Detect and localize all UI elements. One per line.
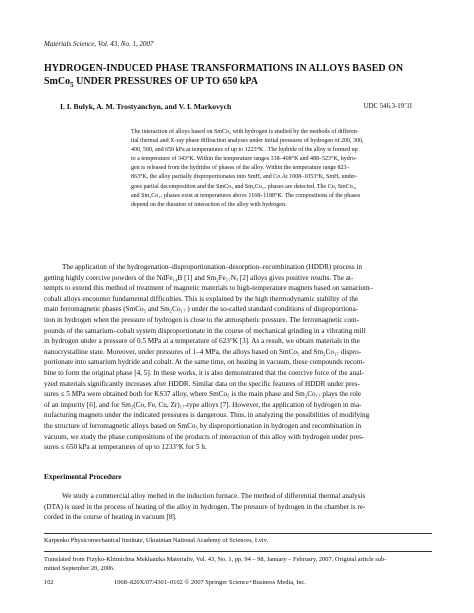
- translation-line: mitted September 20, 2006.: [44, 565, 115, 572]
- translation-line: Translated from Fizyko-Khimichna Mekhanika Materialiv, Vol. 43, No. 1, pp. 94 – 98, January – February, 2007. Original article sub-: [44, 556, 387, 563]
- affiliation: Karpenko Physicomechanical Institute, Ukrainian National Academy of Sciences, Lviv.: [44, 537, 269, 544]
- abstract-line: and Sm₂Co₁₇ phases exist at temperatures above 1168–1188°K. The compositions of the phases: [131, 192, 361, 199]
- body-line: bine to form the original phase [4, 5]. In these works, it is also demonstrated that the coercive force of the anal-: [44, 368, 364, 377]
- body-line: sures ≤ 5 MPa were obtained both for KS37 alloy, where SmCo₅ is the main phase and Sm₂Co₁₇ plays the role: [44, 390, 362, 399]
- abstract-line: The interaction of alloys based on SmCo₅ with hydrogen is studied by the methods of differen-: [131, 129, 359, 135]
- body-line: vacuum, we study the phase compositions of the products of interaction of this alloy with hydrogen under pres-: [44, 432, 365, 441]
- title-line-2-sub: 5: [70, 80, 74, 89]
- paper-title: [44, 63, 434, 91]
- abstract-line: goes partial decomposition and the SmCo₅ and Sm₂Co₁₇ phases are detected. The Co, SmCo₅,: [131, 183, 357, 190]
- abstract-line: tial thermal and X-ray phase diffraction analyses under initial pressures of hydrogen of 200, 300,: [131, 138, 364, 145]
- body-line: portionate into samarium hydride and cobalt. At the same time, on heating in vacuum, these compounds recom-: [44, 358, 365, 367]
- journal-header: Materials Science, Vol. 43, No. 1, 2007: [44, 40, 154, 48]
- body-line: nufacturing magnets under the indicated pressures is dangerous. Thus, in analyzing the possibilities of modifying: [44, 411, 370, 420]
- abstract-line: depend on the duration of interaction of the alloy with hydrogen.: [131, 201, 287, 208]
- exp-line: We study a commercial alloy melted in the induction furnace. The method of differential thermal analysis: [62, 492, 366, 500]
- body-line: tempts to extend this method of treatment of magnetic materials to high-temperature magnets based on samarium–: [44, 284, 374, 293]
- translation-note: [44, 555, 434, 573]
- body-line: main ferromagnetic phases (SmCo₅ and Sm₂Co₁₇ ) under the so-called standard conditions of disproportiona-: [44, 305, 359, 314]
- body-line: of an impurity [6], and for Sm₂(Co, Fe, Cu, Zr)₁₇-type alloys [7]. However, the application of hydrogen in ma-: [44, 400, 362, 409]
- abstract-line: 400, 500, and 650 kPa at temperatures of up to 1223°K . The hydride of the alloy is formed up: [131, 147, 358, 154]
- introduction-body: [44, 262, 432, 453]
- divider: [44, 551, 432, 552]
- authors: I. I. Bulyk, A. M. Trostyanchyn, and V. I. Markovych: [60, 102, 232, 111]
- title-line-2-b: UNDER PRESSURES OF UP TO 650 kPA: [73, 75, 259, 87]
- title-line-2-a: SmCo: [44, 75, 71, 87]
- experimental-body: [44, 491, 432, 523]
- body-line: tion in hydrogen when the pressure of hydrogen is close to the atmospheric pressure. The ferromagnetic com-: [44, 315, 360, 324]
- title-line-1: HYDROGEN-INDUCED PHASE TRANSFORMATIONS IN ALLOYS BASED ON: [44, 63, 404, 74]
- body-line: in hydrogen under a pressure of 0.5 MPa at a temperature of 623°K [3]. As a result, we obtain materials in the: [44, 337, 360, 346]
- exp-line: corded in the course of heating in vacuum [8].: [44, 513, 177, 522]
- title-line-2: [44, 76, 434, 92]
- page-number: 102: [44, 579, 54, 586]
- body-line: yzed materials significantly increases after HDDR. Similar data on the specific features of HDDR under pres-: [44, 379, 360, 388]
- body-line: the structure of ferromagnetic alloys based on SmCo₅ by disproportionation in hydrogen and recombination in: [44, 421, 362, 430]
- udc-code: UDC 546.3-19’1I: [363, 103, 412, 110]
- body-line: nanocrystalline state. Moreover, under pressures of 1–4 MPa, the alloys based on SmCo₅ and Sm₂Co₁₇ dispro-: [44, 347, 362, 356]
- abstract-line: gen is released from the hydrides of phases of the alloy. Within the temperature range 823–: [131, 165, 350, 172]
- copyright-line: 1068–820X/07/4301–0102 © 2007 Springer Science+Business Media, Inc.: [114, 579, 306, 586]
- section-heading: Experimental Procedure: [44, 472, 122, 481]
- body-line: pounds of the samarium–cobalt system disproportionate in the course of mechanical grinding in a vibrating mill: [44, 326, 366, 335]
- abstract-line: to a temperature of 343°K. Within the temperature ranges 338–408°K and 488–523°K, hydro-: [131, 156, 357, 163]
- body-line: sures ≤ 650 kPa at temperatures of up to 1233°K for 5 h.: [44, 443, 207, 452]
- abstract: [131, 128, 403, 210]
- abstract-line: 863°K, the alloy partially disproportionates into SmHₓ and Co.At 1008–1053°K, SmHₓ under-: [131, 174, 358, 181]
- exp-line: (DTA) is used in the process of heating of the alloy in hydrogen. The pressure of hydrogen in the chamber is re-: [44, 502, 366, 511]
- divider: [44, 533, 432, 534]
- body-line: cobalt alloys encounter fundamental difficulties. This is explained by the high thermodynamic stability of the: [44, 294, 359, 303]
- body-line: The application of the hydrogenation–disproportionation–desorption–recombination (HDDR) process in: [62, 263, 363, 271]
- body-line: getting highly coercive powders of the NdFe₁₄B [1] and Sm₂Fe₁₇Nₓ [2] alloys gives positive results. The at-: [44, 273, 354, 282]
